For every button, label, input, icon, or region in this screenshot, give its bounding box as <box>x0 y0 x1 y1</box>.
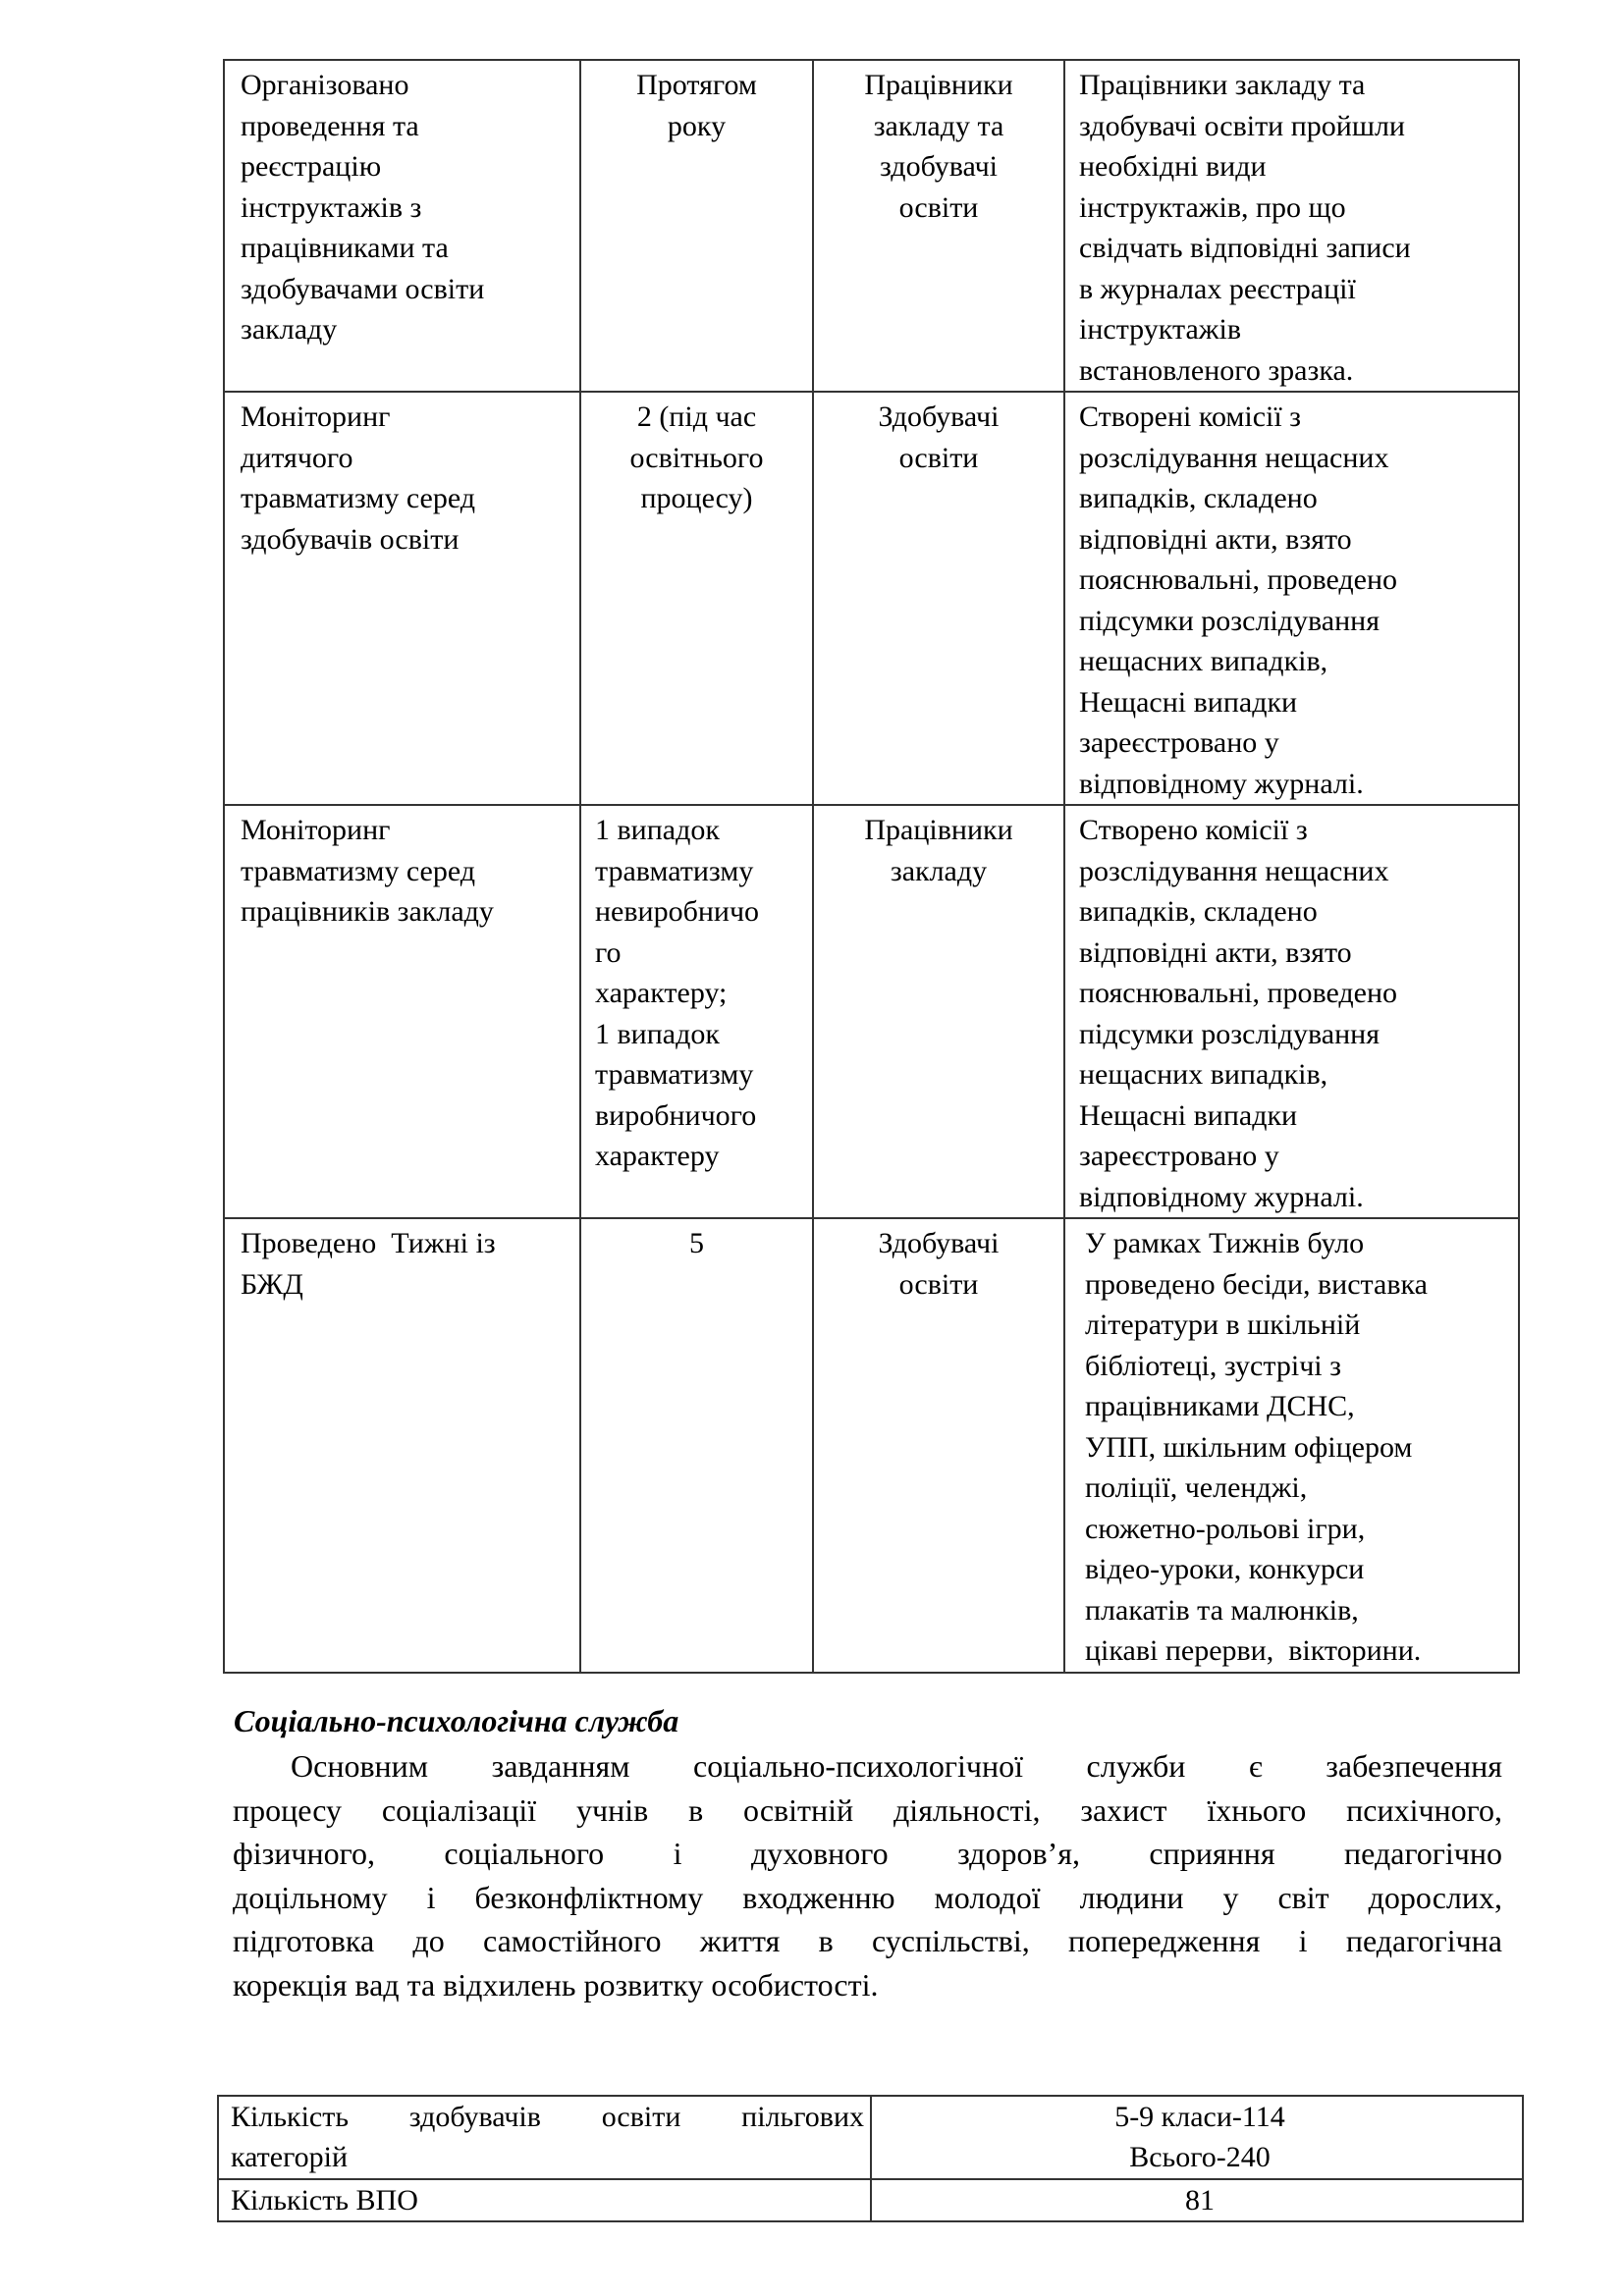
paragraph-line: фізичного, соціального і духовного здоров’я, сприяння педагогічно <box>233 1836 1502 1871</box>
quantity-cell: 1 випадок травматизму невиробничо го характеру; 1 випадок травматизму виробничого характеру <box>580 805 813 1218</box>
summary-table <box>217 2095 1524 2222</box>
result-cell: Працівники закладу та здобувачі освіти пройшли необхідні види інструктажів, про що свідчать відповідні записи в журналах реєстрації інструктажів встановленого зразка. <box>1064 60 1519 392</box>
activity-cell: Моніторинг дитячого травматизму серед здобувачів освіти <box>224 392 580 805</box>
quantity-cell: 2 (під час освітнього процесу) <box>580 392 813 805</box>
quantity-cell: 5 <box>580 1218 813 1673</box>
result-cell: Створені комісії з розслідування нещасних випадків, складено відповідні акти, взято пояснювальні, проведено підсумки розслідування нещасних випадків, Нещасні випадки зареєстровано у відповідному журналі. <box>1064 392 1519 805</box>
result-cell: У рамках Тижнів було проведено бесіди, виставка літератури в шкільній бібліотеці, зустрічі з працівниками ДСНС, УПП, шкільним офіцером поліції, челенджі, сюжетно-рольові ігри, відео-уроки, конкурси плакатів та малюнків, цікаві перерви, вікторини. <box>1064 1218 1519 1673</box>
table-row <box>224 392 1519 805</box>
table-row <box>224 805 1519 1218</box>
activity-cell: Організовано проведення та реєстрацію інструктажів з працівниками та здобувачами освіти закладу <box>224 60 580 392</box>
paragraph-line: підготовка до самостійного життя в суспільстві, попередження і педагогічна <box>233 1923 1502 1958</box>
table-row <box>224 1218 1519 1673</box>
safety-activities-table <box>223 59 1520 1674</box>
paragraph-line: корекція вад та відхилень розвитку особистості. <box>233 1966 879 2002</box>
paragraph-line: Основним завданням соціально-психологічної служби є забезпечення <box>291 1748 1502 1784</box>
participants-cell: Здобувачі освіти <box>813 1218 1064 1673</box>
label-cell: Кількість здобувачів освіти пільгових категорій <box>218 2096 871 2179</box>
participants-cell: Працівники закладу та здобувачі освіти <box>813 60 1064 392</box>
label-cell: Кількість ВПО <box>218 2179 871 2221</box>
table-row <box>218 2179 1523 2221</box>
section-heading: Соціально-психологічна служба <box>234 1703 679 1738</box>
table-row <box>218 2096 1523 2179</box>
result-cell: Створено комісії з розслідування нещасних випадків, складено відповідні акти, взято пояснювальні, проведено підсумки розслідування нещасних випадків, Нещасні випадки зареєстровано у відповідному журналі. <box>1064 805 1519 1218</box>
participants-cell: Здобувачі освіти <box>813 392 1064 805</box>
value-cell: 5-9 класи-114 Всього-240 <box>871 2096 1523 2179</box>
activity-cell: Проведено Тижні із БЖД <box>224 1218 580 1673</box>
participants-cell: Працівники закладу <box>813 805 1064 1218</box>
section-paragraph <box>233 1744 1502 2006</box>
paragraph-line: доцільному і безконфліктному входженню молодої людини у світ дорослих, <box>233 1879 1502 1915</box>
table-row <box>224 60 1519 392</box>
paragraph-line: процесу соціалізації учнів в освітній діяльності, захист їхнього психічного, <box>233 1791 1502 1828</box>
value-cell: 81 <box>871 2179 1523 2221</box>
activity-cell: Моніторинг травматизму серед працівників закладу <box>224 805 580 1218</box>
quantity-cell: Протягом року <box>580 60 813 392</box>
